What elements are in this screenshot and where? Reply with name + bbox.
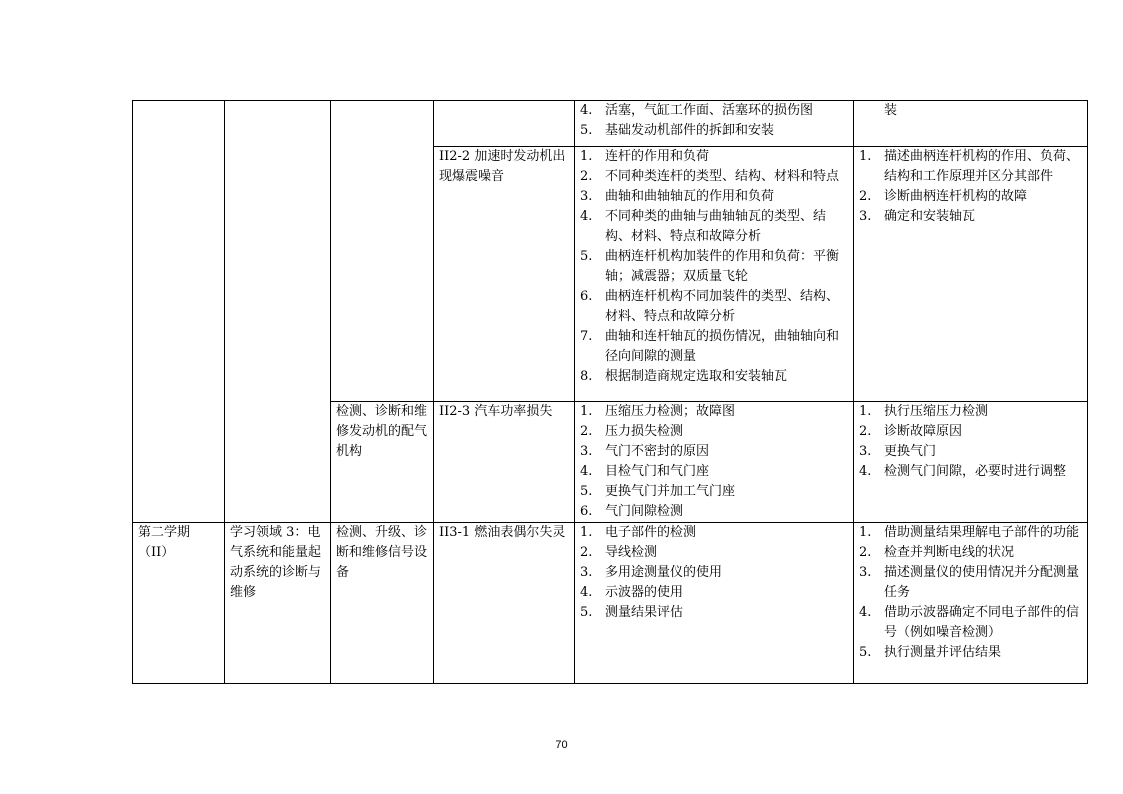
item-text: 描述测量仪的使用情况并分配测量任务 <box>884 565 1080 600</box>
content-cell <box>575 402 854 523</box>
item-number: 4. <box>580 209 593 224</box>
item-text: 活塞，气缸工作面、活塞环的损伤图 <box>605 103 814 118</box>
item-number: 3. <box>580 189 593 204</box>
list-item <box>580 502 853 522</box>
item-text: 曲轴和连杆轴瓦的损伤情况，曲轴轴向和径向间隙的测量 <box>605 329 840 364</box>
item-number: 5. <box>580 123 593 138</box>
item-number: 3. <box>580 565 593 580</box>
item-number: 1. <box>580 149 593 164</box>
item-text: 借助测量结果理解电子部件的功能 <box>884 525 1080 540</box>
item-number: 4. <box>580 464 593 479</box>
item-text: 基础发动机部件的拆卸和安装 <box>605 123 775 138</box>
list-item <box>859 147 1087 187</box>
list-item <box>580 402 853 422</box>
list-item <box>580 101 853 121</box>
content-cell <box>575 147 854 402</box>
learning-field-cell <box>225 101 331 523</box>
item-text: 曲轴和曲轴轴瓦的作用和负荷 <box>605 189 775 204</box>
item-number: 3. <box>859 444 872 459</box>
list-item <box>580 121 853 141</box>
item-text: 诊断故障原因 <box>884 424 963 439</box>
item-number: 4. <box>859 464 872 479</box>
list-item <box>580 167 853 187</box>
item-text: 确定和安装轴瓦 <box>884 209 976 224</box>
item-number: 6. <box>580 289 593 304</box>
list-item <box>580 583 853 603</box>
scenario-cell: II2-2 加速时发动机出现爆震噪音 <box>434 147 575 402</box>
list-item <box>580 482 853 502</box>
item-number: 5. <box>859 645 872 660</box>
work-task-cell <box>331 101 434 402</box>
list-item <box>859 187 1087 207</box>
list-item <box>580 187 853 207</box>
item-number: 2. <box>580 424 593 439</box>
item-number: 1. <box>859 149 872 164</box>
list-item <box>859 207 1087 227</box>
item-number: 2. <box>859 424 872 439</box>
list-item <box>580 603 853 623</box>
item-text: 执行测量并评估结果 <box>884 645 1002 660</box>
item-text: 导线检测 <box>605 545 658 560</box>
item-number: 5. <box>580 605 593 620</box>
skills-list <box>859 147 1087 227</box>
item-number: 8. <box>580 369 593 384</box>
item-text: 连杆的作用和负荷 <box>605 149 710 164</box>
item-text: 多用途测量仪的使用 <box>605 565 723 580</box>
item-number: 4. <box>580 103 593 118</box>
item-number: 1. <box>580 525 593 540</box>
item-text: 压力损失检测 <box>605 424 684 439</box>
list-item <box>580 147 853 167</box>
item-number: 7. <box>580 329 593 344</box>
content-list <box>580 523 853 623</box>
item-text: 检查并判断电线的状况 <box>884 545 1015 560</box>
list-item <box>859 442 1087 462</box>
item-text: 压缩压力检测；故障图 <box>605 404 736 419</box>
list-item <box>580 523 853 543</box>
scenario-cell: II2-3 汽车功率损失 <box>434 402 575 523</box>
item-text: 执行压缩压力检测 <box>884 404 989 419</box>
list-item <box>859 603 1087 643</box>
list-item <box>580 422 853 442</box>
page-number: 70 <box>555 739 568 751</box>
list-item <box>580 207 853 247</box>
content-list <box>580 147 853 387</box>
scenario-cell <box>434 101 575 147</box>
item-number: 5. <box>580 249 593 264</box>
content-list <box>580 101 853 141</box>
table-row <box>133 101 1088 147</box>
content-cell <box>575 523 854 684</box>
skills-cell <box>854 147 1088 402</box>
item-text: 诊断曲柄连杆机构的故障 <box>884 189 1028 204</box>
list-item <box>580 543 853 563</box>
list-item <box>859 462 1087 482</box>
item-text: 目检气门和气门座 <box>605 464 710 479</box>
work-task-cell: 检测、诊断和维修发动机的配气机构 <box>331 402 434 523</box>
list-item <box>580 563 853 583</box>
item-number: 2. <box>859 545 872 560</box>
work-task-cell: 检测、升级、诊断和维修信号设备 <box>331 523 434 684</box>
list-item <box>580 247 853 287</box>
item-number: 5. <box>580 484 593 499</box>
list-item <box>580 367 853 387</box>
item-number: 3. <box>859 565 872 580</box>
item-text: 不同种类的曲轴与曲轴轴瓦的类型、结构、材料、特点和故障分析 <box>605 209 827 244</box>
skills-cell <box>854 523 1088 684</box>
item-text: 根据制造商规定选取和安装轴瓦 <box>605 369 788 384</box>
list-item <box>859 643 1087 663</box>
skills-cell <box>854 101 1088 147</box>
skills-list <box>859 523 1087 663</box>
item-text: 不同种类连杆的类型、结构、材料和特点 <box>605 169 840 184</box>
item-number: 4. <box>859 605 872 620</box>
item-text: 曲柄连杆机构不同加装件的类型、结构、材料、特点和故障分析 <box>605 289 840 324</box>
item-text: 电子部件的检测 <box>605 525 697 540</box>
list-item <box>859 422 1087 442</box>
table-row <box>133 523 1088 684</box>
semester-cell: 第二学期 （II） <box>133 523 225 684</box>
item-number: 4. <box>580 585 593 600</box>
item-number: 3. <box>580 444 593 459</box>
item-text: 测量结果评估 <box>605 605 684 620</box>
item-number: 2. <box>580 545 593 560</box>
skills-cell <box>854 402 1088 523</box>
item-text: 示波器的使用 <box>605 585 684 600</box>
item-number: 1. <box>580 404 593 419</box>
item-text: 检测气门间隙，必要时进行调整 <box>884 464 1067 479</box>
item-number: 2. <box>580 169 593 184</box>
list-item <box>859 563 1087 603</box>
list-item <box>580 462 853 482</box>
item-number: 1. <box>859 525 872 540</box>
skills-continuation: 装 <box>884 103 898 118</box>
list-item <box>859 543 1087 563</box>
list-item <box>580 287 853 327</box>
item-number: 2. <box>859 189 872 204</box>
list-item <box>859 523 1087 543</box>
learning-field-cell: 学习领域 3：电气系统和能量起动系统的诊断与维修 <box>225 523 331 684</box>
item-text: 气门不密封的原因 <box>605 444 710 459</box>
item-text: 描述曲柄连杆机构的作用、负荷、结构和工作原理并区分其部件 <box>884 149 1080 184</box>
item-text: 更换气门并加工气门座 <box>605 484 736 499</box>
semester-cell <box>133 101 225 523</box>
list-item <box>580 442 853 462</box>
item-text: 曲柄连杆机构加装件的作用和负荷：平衡轴；减震器；双质量飞轮 <box>605 249 840 284</box>
item-number: 3. <box>859 209 872 224</box>
list-item <box>580 327 853 367</box>
item-number: 1. <box>859 404 872 419</box>
skills-list <box>859 402 1087 482</box>
item-text: 借助示波器确定不同电子部件的信号（例如噪音检测） <box>884 605 1080 640</box>
list-item <box>859 402 1087 422</box>
content-cell <box>575 101 854 147</box>
curriculum-table <box>132 100 1088 684</box>
content-list <box>580 402 853 522</box>
item-text: 更换气门 <box>884 444 937 459</box>
scenario-cell: II3-1 燃油表偶尔失灵 <box>434 523 575 684</box>
item-text: 气门间隙检测 <box>605 504 684 519</box>
item-number: 6. <box>580 504 593 519</box>
